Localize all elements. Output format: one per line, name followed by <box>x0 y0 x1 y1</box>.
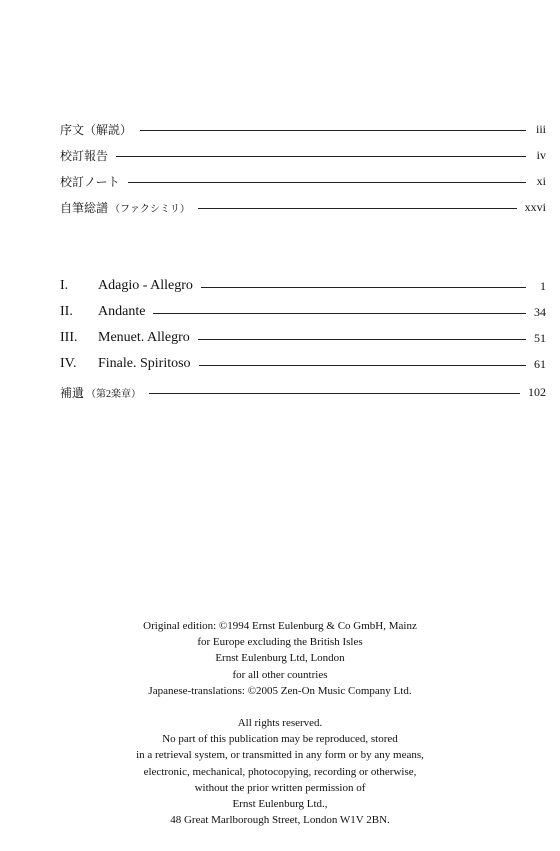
toc-entry-autograph-score <box>60 197 546 217</box>
leader-line <box>140 130 526 131</box>
copyright-line: Japanese-translations: ©2005 Zen-On Music Company Ltd. <box>148 684 412 697</box>
leader-line <box>128 182 526 183</box>
toc-entry-supplement <box>60 382 546 402</box>
leader-line <box>199 365 526 366</box>
movement-title: Menuet. Allegro <box>98 330 190 345</box>
copyright-line: for all other countries <box>232 668 328 681</box>
toc-entry-movement-1 <box>60 276 546 296</box>
movement-number: III. <box>60 330 78 345</box>
toc-entry-title: 校訂報告 <box>60 148 109 163</box>
leader-line <box>149 393 520 394</box>
copyright-notice <box>0 618 560 828</box>
leader-line <box>201 287 526 288</box>
rights-line: No part of this publication may be reproduced, stored <box>162 733 398 746</box>
movement-title: Adagio - Allegro <box>98 278 193 293</box>
leader-line <box>198 208 517 209</box>
leader-line <box>116 156 526 157</box>
toc-entry-revision-notes <box>60 171 546 191</box>
toc-entry-movement-4 <box>60 354 546 374</box>
toc-entry-revision-report <box>60 145 546 165</box>
copyright-line: for Europe excluding the British Isles <box>197 636 363 649</box>
toc-entry-page: 61 <box>534 356 546 371</box>
movement-title: Andante <box>98 304 146 319</box>
leader-line <box>153 313 526 314</box>
toc-entry-title: 校訂ノート <box>60 174 120 189</box>
toc-entry-preface <box>60 119 546 139</box>
movement-number: II. <box>60 304 73 319</box>
toc-entry-page: xi <box>536 173 546 188</box>
toc-entry-movement-3 <box>60 328 546 348</box>
rights-line: electronic, mechanical, photocopying, recording or otherwise, <box>143 765 417 778</box>
copyright-line: Original edition: ©1994 Ernst Eulenburg & Co GmbH, Mainz <box>143 620 417 632</box>
toc-entry-title: 補遺 （第2楽章） <box>60 385 142 400</box>
rights-line: All rights reserved. <box>237 717 323 730</box>
toc-entry-subtitle: （ファクシミリ） <box>110 203 190 215</box>
toc-entry-page: 1 <box>540 278 546 293</box>
movement-title: Finale. Spiritoso <box>98 356 191 371</box>
toc-entry-page: 34 <box>534 304 546 319</box>
toc-entry-subtitle: （第2楽章） <box>86 388 142 400</box>
toc-entry-title: 自筆総譜 （ファクシミリ） <box>60 200 190 215</box>
toc-entry-page: 102 <box>528 384 546 399</box>
rights-line: without the prior written permission of <box>194 781 366 794</box>
toc-entry-page: iv <box>536 147 546 162</box>
rights-line: Ernst Eulenburg Ltd., <box>232 798 328 811</box>
rights-line: 48 Great Marlborough Street, London W1V 2BN. <box>170 814 390 827</box>
toc-entry-page: iii <box>535 121 546 136</box>
movement-number: I. <box>60 278 69 293</box>
toc-entry-page: xxvi <box>524 199 546 214</box>
leader-line <box>198 339 526 340</box>
rights-line: in a retrieval system, or transmitted in any form or by any means, <box>136 749 424 762</box>
spacer <box>0 699 560 715</box>
toc-entry-movement-2 <box>60 302 546 322</box>
copyright-line: Ernst Eulenburg Ltd, London <box>215 652 345 665</box>
toc-entry-page: 51 <box>534 330 546 345</box>
toc-entry-title: 序文（解説） <box>60 122 133 137</box>
movement-number: IV. <box>60 356 77 371</box>
